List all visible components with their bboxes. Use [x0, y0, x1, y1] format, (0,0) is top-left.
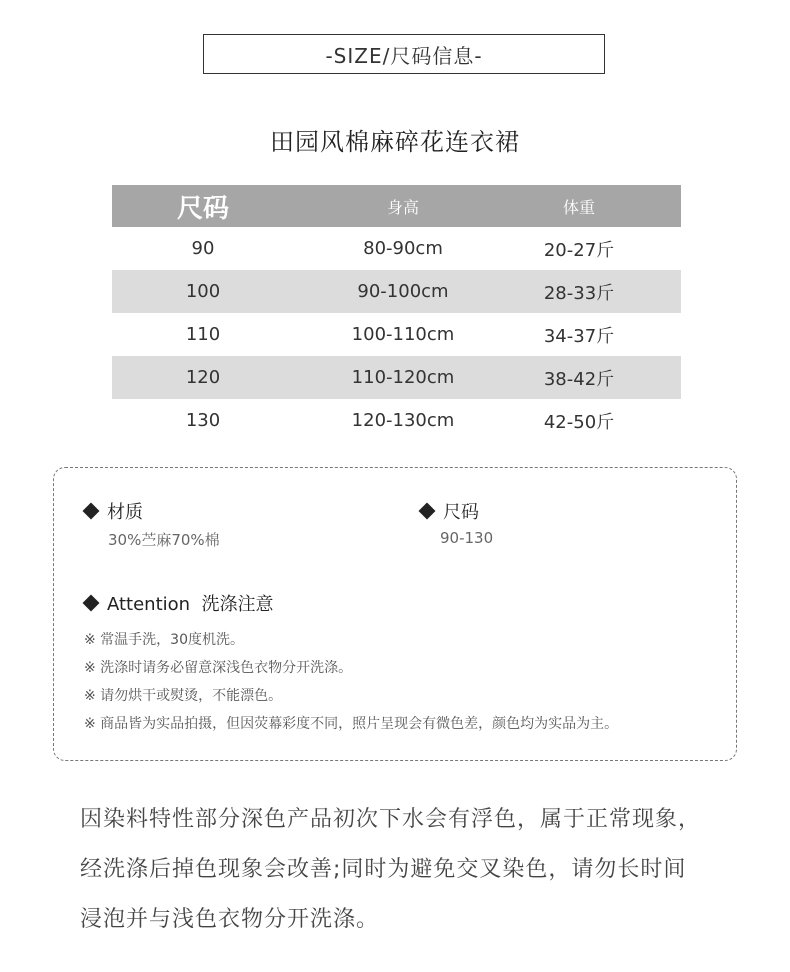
height-cell: 120-130cm — [351, 410, 455, 431]
list-item: ※ 洗涤时请务必留意深浅色衣物分开洗涤。 — [84, 660, 353, 676]
table-header-row — [112, 185, 681, 227]
header-size: 尺码 — [176, 193, 229, 224]
notice-line: 因染料特性部分深色产品初次下水会有浮色，属于正常现象， — [80, 807, 702, 832]
table-row — [112, 399, 681, 442]
list-item: ※ 商品皆为实品拍摄，但因荧幕彩度不同，照片呈现会有微色差，颜色均为实品为主。 — [84, 716, 619, 732]
section-title-text: -SIZE/尺码信息- — [325, 43, 483, 68]
size-cell: 90 — [191, 238, 215, 259]
size-cell: 130 — [185, 410, 221, 431]
diamond-bullet-icon — [419, 503, 436, 520]
attention-heading — [82, 590, 274, 616]
table-row — [112, 313, 681, 356]
color-fade-notice — [80, 795, 720, 945]
table-row — [112, 356, 681, 399]
material-heading — [82, 498, 143, 524]
wash-notes — [84, 626, 618, 738]
table-row — [112, 227, 681, 270]
section-title — [203, 34, 605, 74]
diamond-bullet-icon — [83, 503, 100, 520]
size-range-label: 尺码 — [443, 502, 479, 523]
height-cell: 100-110cm — [351, 324, 455, 345]
attention-label: Attention 洗涤注意 — [107, 594, 274, 615]
size-range-heading — [418, 498, 479, 524]
size-table — [112, 185, 681, 442]
height-cell: 90-100cm — [357, 281, 449, 302]
weight-cell: 28-33斤 — [543, 282, 615, 304]
size-cell: 120 — [185, 367, 221, 388]
weight-cell: 34-37斤 — [543, 325, 615, 347]
weight-cell: 20-27斤 — [543, 239, 615, 261]
height-cell: 110-120cm — [351, 367, 455, 388]
diamond-bullet-icon — [83, 595, 100, 612]
info-box — [53, 467, 737, 761]
table-row — [112, 270, 681, 313]
list-item: ※ 常温手洗，30度机洗。 — [84, 632, 244, 648]
material-value: 30%苎麻70%棉 — [108, 531, 220, 549]
product-name: 田园风棉麻碎花连衣裙 — [270, 128, 520, 156]
weight-cell: 38-42斤 — [543, 368, 615, 390]
notice-line: 经洗涤后掉色现象会改善;同时为避免交叉染色，请勿长时间 — [80, 857, 687, 882]
weight-cell: 42-50斤 — [543, 411, 615, 433]
height-cell: 80-90cm — [363, 238, 443, 259]
material-label: 材质 — [107, 502, 143, 523]
size-cell: 110 — [185, 324, 221, 345]
size-range-value: 90-130 — [440, 529, 494, 547]
header-height: 身高 — [386, 197, 419, 217]
size-cell: 100 — [185, 281, 221, 302]
header-weight: 体重 — [562, 197, 595, 217]
notice-line: 浸泡并与浅色衣物分开洗涤。 — [80, 907, 380, 932]
list-item: ※ 请勿烘干或熨烫，不能漂色。 — [84, 688, 283, 704]
